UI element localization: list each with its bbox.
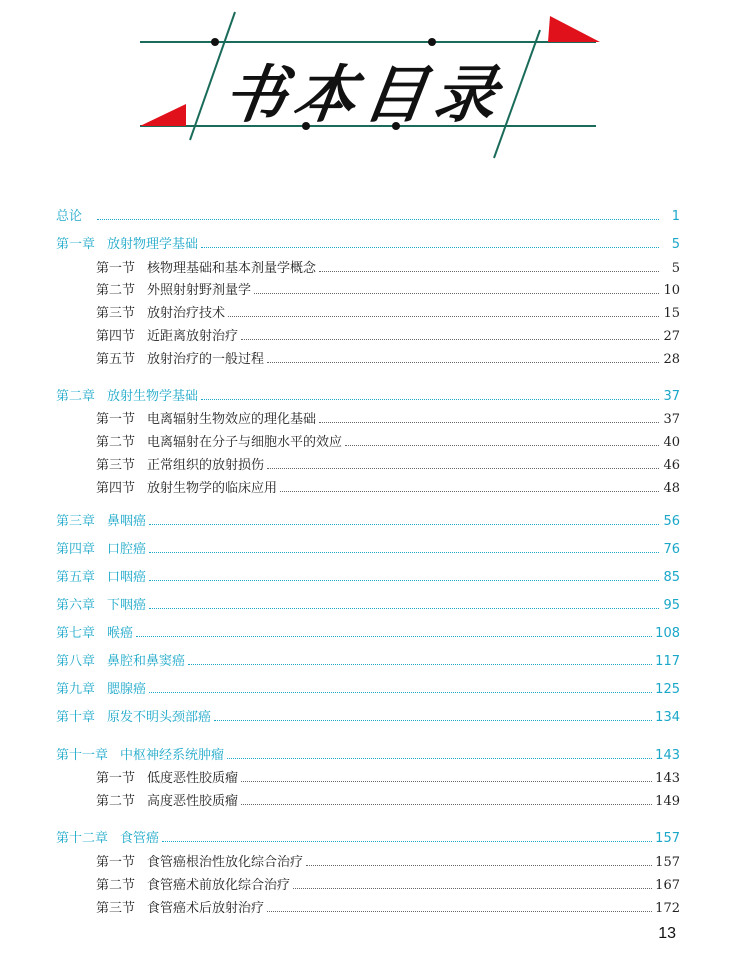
toc-section-row[interactable] (96, 896, 680, 916)
toc-label: 鼻腔和鼻窦癌 (107, 654, 186, 669)
toc-chapter-row[interactable] (56, 677, 680, 697)
toc-page-number: 40 (663, 435, 680, 450)
toc-page-number: 85 (663, 570, 680, 585)
toc-number: 总论 (56, 209, 83, 224)
toc-label: 腮腺癌 (107, 682, 147, 697)
toc-label: 食管癌术后放射治疗 (147, 901, 265, 916)
toc-label: 口咽癌 (107, 570, 147, 585)
toc-chapter-row[interactable] (56, 649, 680, 669)
toc-number: 第十二章 (56, 831, 109, 846)
toc-chapter-row[interactable] (56, 537, 680, 557)
toc-page-number: 143 (655, 771, 680, 786)
toc-chapter-row[interactable] (56, 509, 680, 529)
dot-leader (97, 219, 659, 220)
toc-number: 第一节 (96, 412, 136, 427)
toc-number: 第二节 (96, 435, 136, 450)
toc-section-row[interactable] (96, 256, 680, 276)
toc-page-number: 76 (663, 542, 680, 557)
dot-leader (228, 316, 659, 317)
toc-number: 第五节 (96, 352, 136, 367)
dot-leader (201, 399, 659, 400)
dot-leader (201, 247, 659, 248)
dot-leader (149, 580, 659, 581)
toc-section-row[interactable] (96, 430, 680, 450)
toc-number: 第八章 (56, 654, 96, 669)
dot-leader (214, 720, 652, 721)
dot-leader (306, 865, 652, 866)
toc-section-row[interactable] (96, 873, 680, 893)
toc-page-number: 56 (663, 514, 680, 529)
toc-number: 第十章 (56, 710, 96, 725)
toc-section-row[interactable] (96, 407, 680, 427)
toc-number: 第四节 (96, 329, 136, 344)
toc-number: 第一节 (96, 771, 136, 786)
toc-chapter-row[interactable] (56, 826, 680, 846)
toc-page-number: 108 (655, 626, 680, 641)
toc-page-number: 10 (663, 283, 680, 298)
toc-label: 下咽癌 (107, 598, 147, 613)
toc-page-number: 28 (663, 352, 680, 367)
dot-leader (319, 422, 659, 423)
toc-number: 第六章 (56, 598, 96, 613)
dot-leader (188, 664, 652, 665)
toc-page-number: 5 (671, 261, 680, 276)
toc-chapter-row[interactable] (56, 232, 680, 252)
toc-section-row[interactable] (96, 850, 680, 870)
dot-leader (267, 362, 659, 363)
toc-page-number: 46 (663, 458, 680, 473)
dot-leader (227, 758, 652, 759)
toc-label: 放射治疗技术 (147, 306, 226, 321)
toc-label: 电离辐射生物效应的理化基础 (147, 412, 317, 427)
toc-label: 放射物理学基础 (107, 237, 199, 252)
page-title: 书本目录 (219, 58, 510, 131)
toc-label: 正常组织的放射损伤 (147, 458, 265, 473)
toc-chapter-row[interactable] (56, 565, 680, 585)
toc-label: 高度恶性胶质瘤 (147, 794, 239, 809)
dot-leader (149, 552, 659, 553)
toc-page-number: 149 (655, 794, 680, 809)
dot-leader (136, 636, 652, 637)
dot-leader (345, 445, 659, 446)
toc-number: 第一章 (56, 237, 96, 252)
dot-leader (149, 608, 659, 609)
toc-page-number: 48 (663, 481, 680, 496)
dot-leader (254, 293, 659, 294)
toc-page-number: 37 (663, 412, 680, 427)
toc-chapter-row[interactable] (56, 384, 680, 404)
dot-leader (241, 339, 659, 340)
toc-number: 第二章 (56, 389, 96, 404)
dot-leader (267, 911, 652, 912)
toc-chapter-row[interactable] (56, 204, 680, 224)
toc-page-number: 125 (655, 682, 680, 697)
toc-number: 第十一章 (56, 748, 109, 763)
toc-label: 放射生物学基础 (107, 389, 199, 404)
dot-leader (280, 491, 659, 492)
toc-section-row[interactable] (96, 476, 680, 496)
toc-number: 第二节 (96, 878, 136, 893)
toc-section-row[interactable] (96, 766, 680, 786)
toc-chapter-row[interactable] (56, 621, 680, 641)
toc-label: 食管癌 (120, 831, 160, 846)
toc-page-number: 95 (663, 598, 680, 613)
toc-label: 原发不明头颈部癌 (107, 710, 212, 725)
toc-chapter-row[interactable] (56, 743, 680, 763)
toc-page-number: 15 (663, 306, 680, 321)
dot-leader (149, 524, 659, 525)
toc-number: 第七章 (56, 626, 96, 641)
toc-page-number: 172 (655, 901, 680, 916)
toc-number: 第三节 (96, 901, 136, 916)
toc-label: 食管癌根治性放化综合治疗 (147, 855, 304, 870)
toc-page-number: 157 (655, 831, 680, 846)
dot-leader (162, 841, 652, 842)
toc-number: 第三节 (96, 458, 136, 473)
toc-label: 放射生物学的临床应用 (147, 481, 278, 496)
toc-page-number: 27 (663, 329, 680, 344)
toc-number: 第五章 (56, 570, 96, 585)
toc-page-number: 1 (671, 209, 680, 224)
toc-section-row[interactable] (96, 453, 680, 473)
toc-label: 喉癌 (107, 626, 134, 641)
toc-number: 第三节 (96, 306, 136, 321)
toc-section-row[interactable] (96, 324, 680, 344)
toc-label: 近距离放射治疗 (147, 329, 239, 344)
dot-leader (241, 804, 652, 805)
dot-leader (241, 781, 652, 782)
toc-number: 第三章 (56, 514, 96, 529)
toc-chapter-row[interactable] (56, 593, 680, 613)
dot-leader (149, 692, 652, 693)
toc-number: 第九章 (56, 682, 96, 697)
toc-label: 电离辐射在分子与细胞水平的效应 (147, 435, 343, 450)
toc-label: 鼻咽癌 (107, 514, 147, 529)
toc-page-number: 134 (655, 710, 680, 725)
dot-leader (267, 468, 659, 469)
toc-number: 第一节 (96, 855, 136, 870)
dot-leader (293, 888, 652, 889)
toc-page-number: 157 (655, 855, 680, 870)
toc-chapter-row[interactable] (56, 705, 680, 725)
toc-page-number: 117 (655, 654, 680, 669)
toc-label: 食管癌术前放化综合治疗 (147, 878, 291, 893)
toc-label: 核物理基础和基本剂量学概念 (147, 261, 317, 276)
toc-label: 口腔癌 (107, 542, 147, 557)
toc-number: 第四章 (56, 542, 96, 557)
toc-label: 放射治疗的一般过程 (147, 352, 265, 367)
page-number: 13 (658, 925, 676, 942)
toc-page-number: 143 (655, 748, 680, 763)
toc-number: 第一节 (96, 261, 136, 276)
toc-label: 外照射射野剂量学 (147, 283, 252, 298)
toc-page-number: 37 (663, 389, 680, 404)
toc-page-number: 5 (671, 237, 680, 252)
toc-section-row[interactable] (96, 347, 680, 367)
toc-label: 中枢神经系统肿瘤 (120, 748, 225, 763)
toc-section-row[interactable] (96, 301, 680, 321)
toc-number: 第二节 (96, 283, 136, 298)
toc-section-row[interactable] (96, 789, 680, 809)
toc-number: 第二节 (96, 794, 136, 809)
toc-section-row[interactable] (96, 278, 680, 298)
toc-page-number: 167 (655, 878, 680, 893)
dot-leader (319, 271, 659, 272)
toc-label: 低度恶性胶质瘤 (147, 771, 239, 786)
toc-number: 第四节 (96, 481, 136, 496)
